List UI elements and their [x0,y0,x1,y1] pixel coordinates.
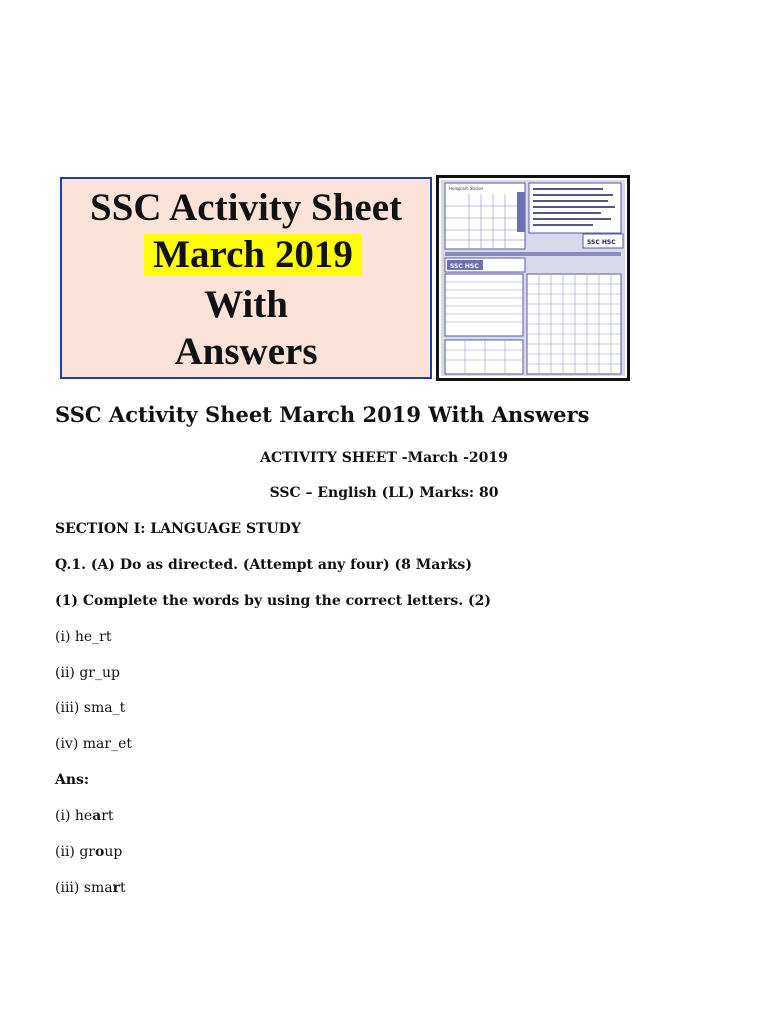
subquestion-heading: (1) Complete the words by using the correct letters. (2) [55,593,492,609]
exercise-item: (i) he_rt [55,629,112,645]
svg-text:SSC HSC: SSC HSC [587,239,616,246]
svg-text:SSC HSC: SSC HSC [450,263,479,270]
answer-item: (ii) group [55,844,123,860]
answer-sheet-thumbnail [436,175,630,381]
answers-label: Ans: [55,772,90,788]
answer-sheet-illustration [439,178,627,378]
activity-sheet-heading: ACTIVITY SHEET -March -2019 [260,450,508,466]
banner-line-2-highlighted: March 2019 [144,234,362,276]
banner-line-4: Answers [174,330,318,373]
exercise-item: (iv) mar_et [55,736,132,752]
exercise-item: (ii) gr_up [55,665,120,681]
answer-item: (i) heart [55,808,114,824]
svg-text:Hologram Sticker: Hologram Sticker [449,186,484,191]
banner-line-3: With [204,283,288,326]
answer-item: (iii) smart [55,880,126,896]
banner-line-1: SSC Activity Sheet [90,186,402,229]
exercise-item: (iii) sma_t [55,700,126,716]
article-title: SSC Activity Sheet March 2019 With Answers [55,402,590,427]
question-heading: Q.1. (A) Do as directed. (Attempt any four) (8 Marks) [55,557,472,573]
section-heading: SECTION I: LANGUAGE STUDY [55,521,301,537]
featured-image-banner [60,177,432,379]
subject-marks-line: SSC – English (LL) Marks: 80 [269,485,499,501]
